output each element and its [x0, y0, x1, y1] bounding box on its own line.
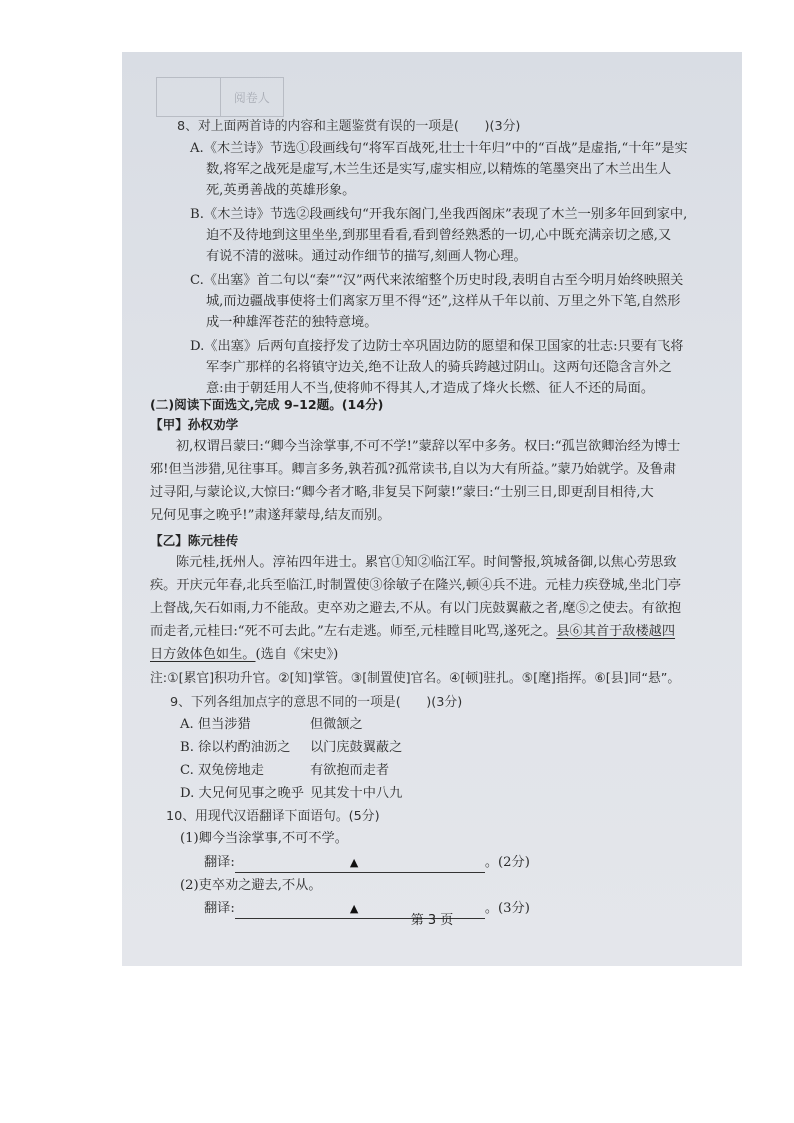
- q8-stem: 8、对上面两首诗的内容和主题鉴赏有误的一项是( )(3分): [177, 119, 521, 134]
- score-stamp-box: [156, 77, 284, 117]
- passage-b-line3: 上督战,矢石如雨,力不能敌。吏卒劝之避去,不从。有以门庑鼓翼蔽之者,麾⑤之使去。有欲抱: [150, 601, 682, 616]
- q8-option-d-line1: D.《出塞》后两句直接抒发了边防士卒巩固边防的愿望和保卫国家的壮志:只要有飞将: [190, 339, 684, 354]
- passage-b-source: (选自《宋史》): [255, 647, 339, 662]
- q9-option-d-pair: 见其发十中八九: [310, 786, 403, 801]
- underlined-sentence-part2: 日方敛体色如生。: [150, 647, 256, 662]
- passage-a-line4: 兄何见事之晚乎!”肃遂拜蒙母,结友而别。: [150, 508, 391, 523]
- q9-option-c-pair: 有欲抱而走者: [310, 763, 390, 778]
- q10-item2-label: 翻译:: [204, 901, 235, 916]
- q10-item1-question: (1)卿今当涂掌事,不可不学。: [180, 831, 348, 846]
- answer-marker-icon: ▲: [349, 902, 359, 915]
- q10-item2-question: (2)吏卒劝之避去,不从。: [180, 878, 322, 893]
- q10-item2-points: 。(3分): [484, 901, 530, 916]
- passage-a-line3: 过寻阳,与蒙论议,大惊曰:“卿今者才略,非复吴下阿蒙!”蒙曰:“士别三日,即更刮目相待,大: [150, 485, 654, 500]
- q8-option-d-line2: 军李广那样的名将镇守边关,绝不让敌人的骑兵跨越过阴山。这两句还隐含言外之: [206, 360, 672, 375]
- q8-option-c-line2: 城,而边疆战事使将士们离家万里不得“还”,这样从千年以前、万里之外下笔,自然形: [206, 294, 681, 309]
- q10-item1-label: 翻译:: [204, 855, 235, 870]
- q8-option-a-line3: 死,英勇善战的英雄形象。: [206, 183, 356, 198]
- score-cell: [157, 78, 221, 116]
- q10-stem: 10、用现代汉语翻译下面语句。(5分): [166, 809, 380, 824]
- q8-option-b-line1: B.《木兰诗》节选②段画线句“开我东阁门,坐我西阁床”表现了木兰一别多年回到家中,: [190, 207, 688, 222]
- passage-a-line1: 初,权谓吕蒙曰:“卿今当涂掌事,不可不学!”蒙辞以军中多务。权曰:“孤岂欲卿治经为博士: [176, 439, 681, 454]
- passage-b-title: 【乙】陈元桂传: [150, 533, 239, 548]
- passage-b-line4: [150, 621, 675, 642]
- q9-stem: 9、下列各组加点字的意思不同的一项是( )(3分): [170, 695, 463, 710]
- grader-cell: 阅卷人: [233, 90, 270, 105]
- passage-b-line5: [150, 644, 338, 665]
- passage-b-line4-text: 而走者,元桂曰:“死不可去此。”左右走逃。师至,元桂瞠目叱骂,遂死之。: [150, 624, 557, 639]
- q9-option-c: C. 双兔傍地走: [180, 763, 264, 778]
- q9-option-b-pair: 以门庑鼓翼蔽之: [310, 740, 403, 755]
- q9-option-d: D. 大兄何见事之晚乎: [180, 786, 304, 801]
- page-number: 第 3 页: [410, 913, 454, 928]
- section-2-title: (二)阅读下面选文,完成 9–12题。(14分): [150, 397, 384, 412]
- annotations: 注:①[累官]积功升官。②[知]掌管。③[制置使]官名。④[顿]驻扎。⑤[麾]指挥。⑥[县]同“悬”。: [150, 671, 681, 686]
- answer-marker-icon: ▲: [349, 856, 359, 869]
- q8-option-b-line2: 迫不及待地到这里坐坐,到那里看看,看到曾经熟悉的一切,心中既充满亲切之感,又: [206, 228, 672, 243]
- passage-a-title: 【甲】孙权劝学: [150, 417, 239, 432]
- q9-option-b: B. 徐以杓酌油沥之: [180, 740, 291, 755]
- q8-option-b-line3: 有说不清的滋味。通过动作细节的描写,刻画人物心理。: [206, 249, 527, 264]
- passage-b-line1: 陈元桂,抚州人。淳祐四年进士。累官①知②临江军。时间警报,筑城备御,以焦心劳思致: [176, 555, 677, 570]
- passage-a-line2: 邪!但当涉猎,见往事耳。卿言多务,孰若孤?孤常读书,自以为大有所益。”蒙乃始就学。及鲁肃: [150, 462, 677, 477]
- q10-item1-points: 。(2分): [484, 855, 530, 870]
- q8-option-c-line3: 成一种雄浑苍茫的独特意境。: [206, 315, 378, 330]
- q8-option-a-line2: 数,将军之战死是虚写,木兰生还是实写,虚实相应,以精炼的笔墨突出了木兰出生人: [206, 162, 672, 177]
- q8-option-d-line3: 意:由于朝廷用人不当,使将帅不得其人,才造成了烽火长燃、征人不还的局面。: [206, 381, 655, 396]
- underlined-sentence-part1: 县⑥其首于敌楼越四: [556, 624, 676, 639]
- q9-option-a: A. 但当涉猎: [180, 717, 251, 732]
- q10-item1-answer-row: [204, 852, 530, 873]
- q8-option-a-line1: A.《木兰诗》节选①段画线句“将军百战死,壮士十年归”中的“百战”是虚指,“十年”是实: [190, 141, 688, 156]
- q10-item1-answer-blank[interactable]: [235, 858, 485, 873]
- passage-b-line2: 疾。开庆元年春,北兵至临江,时制置使③徐敏子在隆兴,顿④兵不进。元桂力疾登城,坐北门亭: [150, 578, 682, 593]
- q9-option-a-pair: 但微颔之: [310, 717, 363, 732]
- q8-option-c-line1: C.《出塞》首二句以“秦”“汉”两代来浓缩整个历史时段,表明自古至今明月始终映照关: [190, 273, 684, 288]
- exam-page: [122, 52, 742, 966]
